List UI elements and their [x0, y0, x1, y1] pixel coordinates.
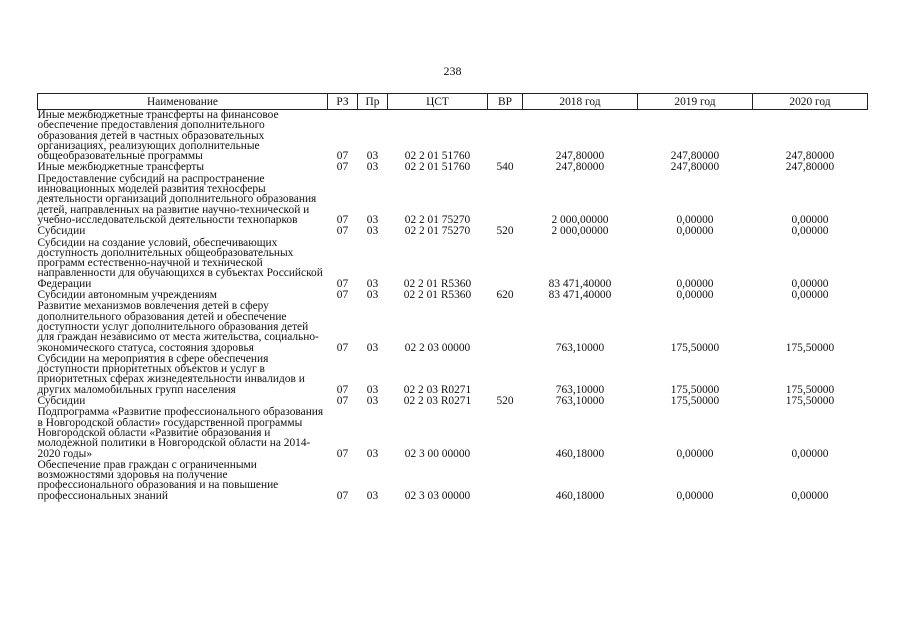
header-2019: 2019 год: [638, 94, 753, 110]
cell-2019: 175,50000: [670, 341, 720, 354]
cell-2018: 83 471,40000: [548, 277, 612, 290]
cell-name: Субсидии на создание условий, обеспечивающих доступность дополнительных общеобразовательных программ естественно-научной и технической направленности для обучающихся в субъектах Российской Федерации: [37, 236, 323, 290]
cell-vr: [488, 460, 523, 502]
cell-2019: 0,00000: [676, 447, 714, 460]
cell-cst: 02 2 03 R0271: [403, 395, 472, 408]
cell-2020: 0,00000: [791, 225, 829, 238]
cell-rz: 07: [336, 277, 349, 290]
cell-pr: 03: [366, 341, 379, 354]
cell-2019: 0,00000: [676, 277, 714, 290]
cell-rz: 07: [336, 395, 349, 408]
cell-2020: 247,80000: [785, 150, 835, 163]
cell-rz: 07: [336, 383, 349, 396]
cell-name: Иные межбюджетные трансферты: [37, 161, 205, 174]
cell-2018: 763,10000: [555, 341, 605, 354]
cell-cst: 02 2 03 00000: [404, 341, 471, 354]
header-pr: Пр: [358, 94, 388, 110]
cell-2018: 247,80000: [555, 150, 605, 163]
table-row: [38, 301, 868, 353]
cell-vr: 620: [496, 289, 514, 302]
cell-2020: 175,50000: [785, 341, 835, 354]
cell-2019: 0,00000: [676, 489, 714, 502]
cell-name: Субсидии: [37, 395, 86, 408]
cell-2020: 0,00000: [791, 213, 829, 226]
cell-2019: 0,00000: [676, 289, 714, 302]
cell-pr: 03: [366, 289, 379, 302]
cell-cst: 02 2 01 75270: [404, 213, 471, 226]
cell-2020: 247,80000: [785, 161, 835, 174]
cell-name: Иные межбюджетные трансферты на финансовое обеспечение предоставления дополнительного образования детей в частных образовательных организациях, реализующих дополнительные общеобразовательные программы: [37, 109, 279, 163]
cell-2020: 0,00000: [791, 277, 829, 290]
table-row: [38, 226, 868, 237]
cell-pr: 03: [366, 225, 379, 238]
table-row: [38, 174, 868, 226]
cell-name: Подпрограмма «Развитие профессионального образования в Новгородской области» государственной программы Новгородской области «Развитие образования и молодежной политики в Новгородской области на 2014-2020 годы»: [37, 406, 324, 460]
cell-cst: 02 2 01 R5360: [403, 277, 472, 290]
cell-2019: 0,00000: [676, 213, 714, 226]
cell-2019: 175,50000: [670, 383, 720, 396]
cell-2018: 460,18000: [555, 447, 605, 460]
cell-vr: 520: [496, 395, 514, 408]
cell-2019: 0,00000: [676, 225, 714, 238]
cell-vr: [488, 407, 523, 459]
cell-2018: 2 000,00000: [551, 225, 609, 238]
table-row: [38, 460, 868, 502]
table-row: [38, 238, 868, 290]
cell-name: Предоставление субсидий на распространение инновационных моделей развития техносферы деятельности организаций дополнительного образования детей, направленных на развитие научно-технической и учебно-исследовательской деятельности технопарков: [37, 172, 317, 226]
cell-2019: 247,80000: [670, 150, 720, 163]
cell-pr: 03: [366, 277, 379, 290]
header-vr: ВР: [488, 94, 523, 110]
cell-2020: 0,00000: [791, 289, 829, 302]
cell-vr: [488, 238, 523, 290]
header-name: Наименование: [38, 94, 328, 110]
cell-2018: 2 000,00000: [551, 213, 609, 226]
cell-rz: 07: [336, 161, 349, 174]
cell-2019: 247,80000: [670, 161, 720, 174]
cell-name: Субсидии на мероприятия в сфере обеспечения доступности приоритетных объектов и услуг в приоритетных сферах жизнедеятельности инвалидов и других маломобильных групп населения: [37, 352, 305, 396]
cell-pr: 03: [366, 161, 379, 174]
table-body: [38, 110, 868, 502]
cell-2020: 175,50000: [785, 395, 835, 408]
table-row: [38, 354, 868, 396]
cell-cst: 02 2 01 R5360: [403, 289, 472, 302]
cell-name: Развитие механизмов вовлечения детей в сферу дополнительного образования детей и обеспечение доступности услуг дополнительного образования детей для граждан независимо от места жительства, социально-экономического статуса, состояния здоровья: [37, 300, 319, 354]
table-header-row: [38, 94, 868, 110]
cell-name: Обеспечение прав граждан с ограниченными возможностями здоровья на получение профессионального образования и на повышение профессиональных знаний: [37, 458, 279, 502]
cell-cst: 02 2 03 R0271: [403, 383, 472, 396]
table-row: [38, 110, 868, 163]
cell-vr: [488, 110, 523, 163]
cell-2019: 175,50000: [670, 395, 720, 408]
cell-rz: 07: [336, 447, 349, 460]
cell-2018: 763,10000: [555, 395, 605, 408]
cell-2020: 0,00000: [791, 447, 829, 460]
cell-name: Субсидии: [37, 225, 86, 238]
cell-pr: 03: [366, 489, 379, 502]
header-rz: РЗ: [328, 94, 358, 110]
cell-2018: 763,10000: [555, 383, 605, 396]
cell-2020: 175,50000: [785, 383, 835, 396]
cell-cst: 02 2 01 51760: [404, 150, 471, 163]
page-number: 238: [443, 64, 462, 78]
cell-rz: 07: [336, 225, 349, 238]
cell-vr: [488, 174, 523, 226]
cell-2018: 460,18000: [555, 489, 605, 502]
header-2020: 2020 год: [753, 94, 868, 110]
cell-pr: 03: [366, 447, 379, 460]
cell-vr: 520: [496, 225, 514, 238]
cell-vr: [488, 301, 523, 353]
cell-2018: 247,80000: [555, 161, 605, 174]
table-row: [38, 407, 868, 459]
cell-cst: 02 3 03 00000: [404, 489, 471, 502]
cell-pr: 03: [366, 150, 379, 163]
cell-rz: 07: [336, 289, 349, 302]
cell-vr: [488, 354, 523, 396]
cell-2020: 0,00000: [791, 489, 829, 502]
cell-rz: 07: [336, 341, 349, 354]
cell-rz: 07: [336, 213, 349, 226]
budget-table: [37, 93, 868, 502]
cell-cst: 02 2 01 75270: [404, 225, 471, 238]
cell-pr: 03: [366, 383, 379, 396]
cell-pr: 03: [366, 395, 379, 408]
cell-pr: 03: [366, 213, 379, 226]
cell-cst: 02 2 01 51760: [404, 161, 471, 174]
cell-rz: 07: [336, 150, 349, 163]
cell-name: Субсидии автономным учреждениям: [37, 289, 217, 302]
cell-cst: 02 3 00 00000: [404, 447, 471, 460]
cell-rz: 07: [336, 489, 349, 502]
cell-vr: 540: [496, 161, 514, 174]
header-2018: 2018 год: [523, 94, 638, 110]
header-cst: ЦСТ: [388, 94, 488, 110]
cell-2018: 83 471,40000: [548, 289, 612, 302]
